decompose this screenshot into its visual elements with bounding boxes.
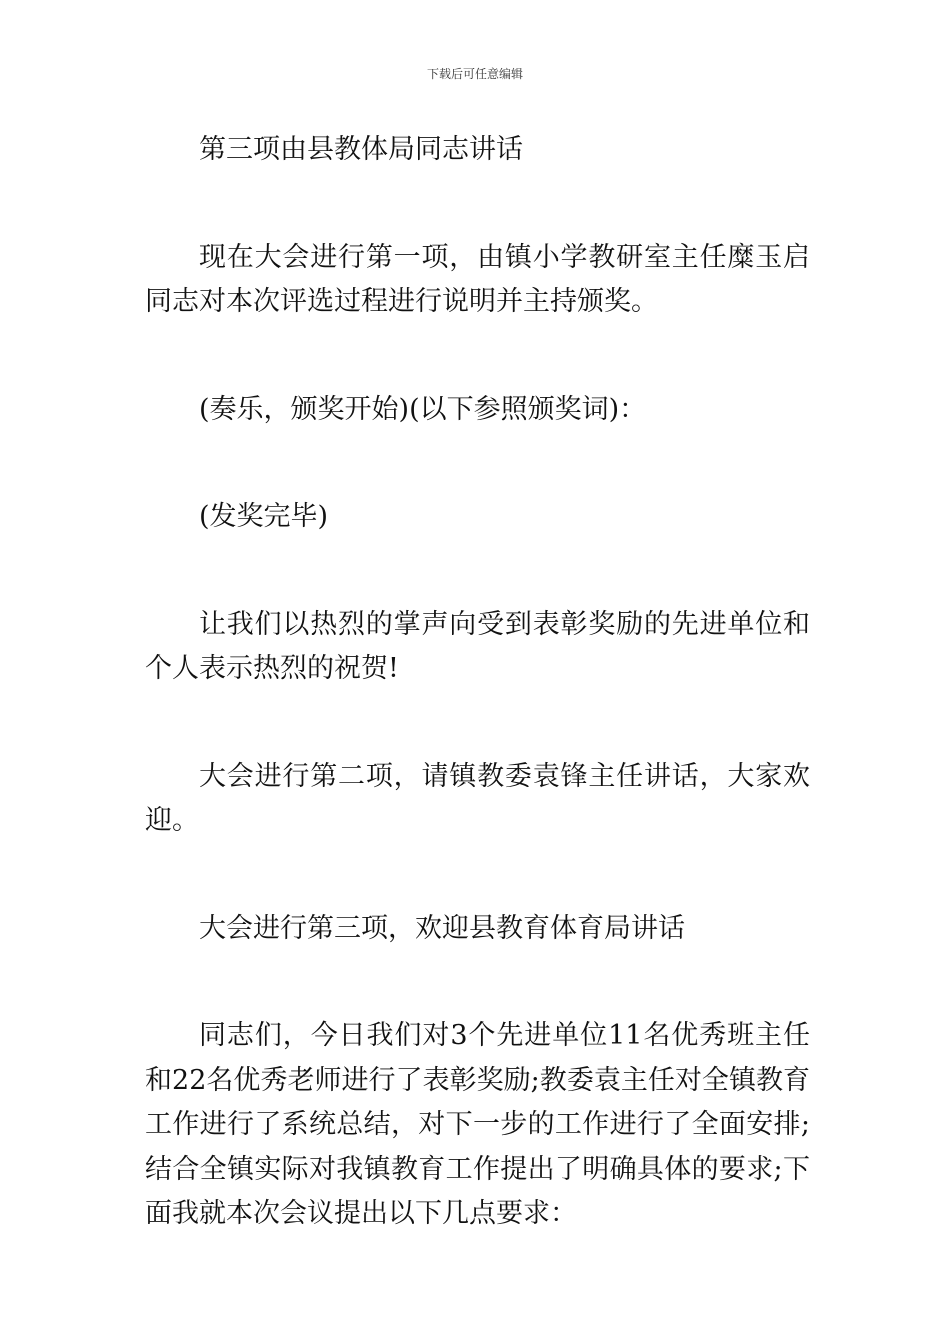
- document-body: [145, 128, 810, 1237]
- paragraph-second-item: 大会进行第二项，请镇教委袁锋主任讲话，大家欢迎。: [145, 760, 810, 836]
- page-header-note: 下载后可任意编辑: [426, 67, 523, 81]
- paragraph-third-item: 大会进行第三项，欢迎县教育体育局讲话: [199, 912, 685, 944]
- paragraph-first-item-awards: 现在大会进行第一项，由镇小学教研室主任糜玉启同志对本次评选过程进行说明并主持颁奖。: [145, 241, 810, 317]
- paragraph-third-item-speaker: 第三项由县教体局同志讲话: [199, 134, 523, 165]
- paragraph-applause: 让我们以热烈的掌声向受到表彰奖励的先进单位和个人表示热烈的祝贺!: [145, 608, 810, 684]
- paragraph-music-awards-start: (奏乐，颁奖开始)(以下参照颁奖词)：: [199, 393, 647, 425]
- paragraph-awards-finished: (发奖完毕): [199, 501, 329, 532]
- paragraph-speech-requirements: 同志们，今日我们对3个先进单位11名优秀班主任和22名优秀老师进行了表彰奖励;教委袁主任对全镇教育工作进行了系统总结，对下一步的工作进行了全面安排;结合全镇实际对我镇教育工作提出了明确具体的要求;下面我就本次会议提出以下几点要求：: [145, 1020, 810, 1229]
